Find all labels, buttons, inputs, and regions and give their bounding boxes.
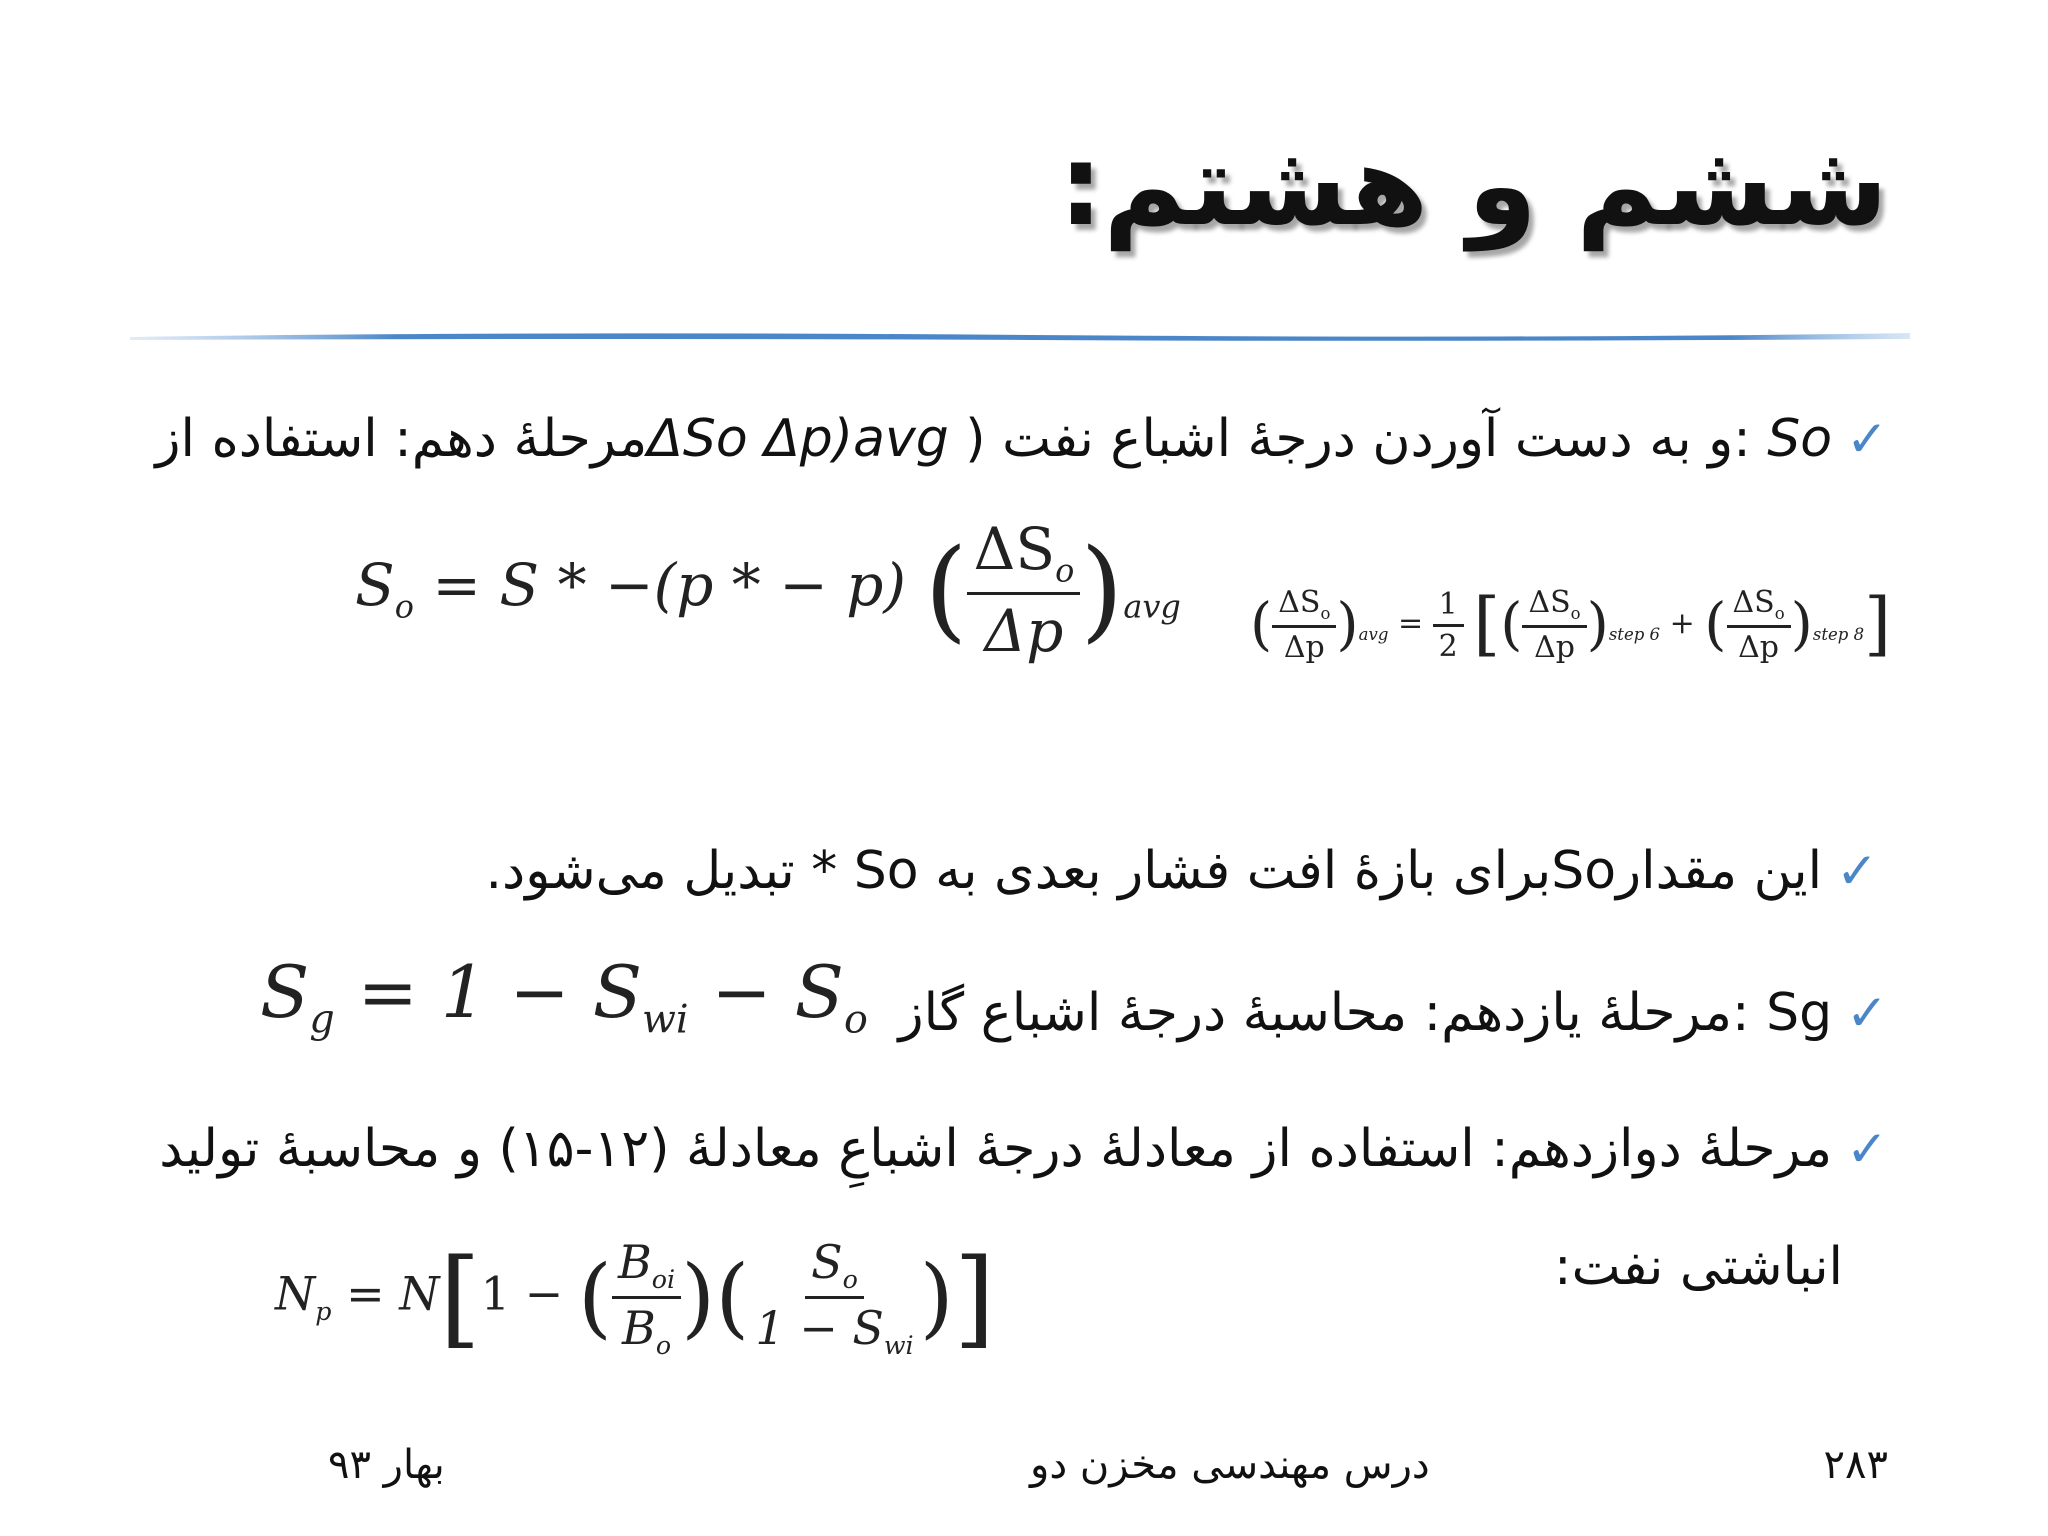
bullet-step-11: ✓Sg :مرحلهٔ یازدهم: محاسبهٔ درجهٔ اشباع گاز [898, 983, 1888, 1043]
bullet-update-so: ✓این مقدارSoبرای بازهٔ افت فشار بعدی به So * تبدیل می‌شود. [485, 841, 1878, 901]
equation-np: $N_p = N[1$ − ( $\frac{B_{oi}}{B_o}$ )( $\frac{S_o}{1 - S_{wi}}$ )] [275, 1235, 996, 1361]
equation-so: $S_o = S * -(p$ * − p) ( $\frac{\Delta S_o}{\Delta p}$ )$_{avg}$ [355, 515, 1181, 665]
check-icon: ✓ [1846, 410, 1888, 468]
so-symbol: So [1767, 409, 1833, 469]
equation-sg: $S_g = 1 - S_{wi} - S_o$ [260, 950, 868, 1043]
term-label: بهار ۹۳ [328, 1442, 445, 1488]
bullet-step-10 [155, 408, 1888, 470]
bullet-step-10-text-a: :و به دست آوردن درجهٔ اشباع نفت ( [948, 409, 1768, 469]
check-icon: ✓ [1846, 984, 1888, 1042]
delta-ratio-symbol: ΔSo Δp)avg [647, 409, 949, 469]
slide-title: ششم و هشتم: [1058, 121, 1888, 251]
title-divider [130, 325, 1910, 349]
check-icon: ✓ [1846, 1120, 1888, 1178]
bullet-step-10-text-b: مرحلهٔ دهم: استفاده از [155, 409, 648, 469]
bullet-step-12: ✓مرحلهٔ دوازدهم: استفاده از معادلهٔ درجهٔ اشباعِ معادلهٔ (۱۲-۱۵) و محاسبهٔ تولید [159, 1119, 1888, 1179]
check-icon: ✓ [1836, 842, 1878, 900]
equation-avg-ratio: ( $\frac{\Delta S_o}{\Delta p}$ )$_{avg}$ = $\frac{1}{2}$ [( $\frac{\Delta S_o}{\Delta p}$ )$_{step 6}$ + ( $\frac{\Delta S_o}{\Delta p}$ )$_{step 8}$] [1250, 584, 1891, 665]
page-number: ۲۸۳ [1823, 1442, 1888, 1488]
bullet-step-12-line2: انباشتی نفت: [1554, 1237, 1843, 1297]
course-name: درس مهندسی مخزن دو [1030, 1442, 1430, 1488]
